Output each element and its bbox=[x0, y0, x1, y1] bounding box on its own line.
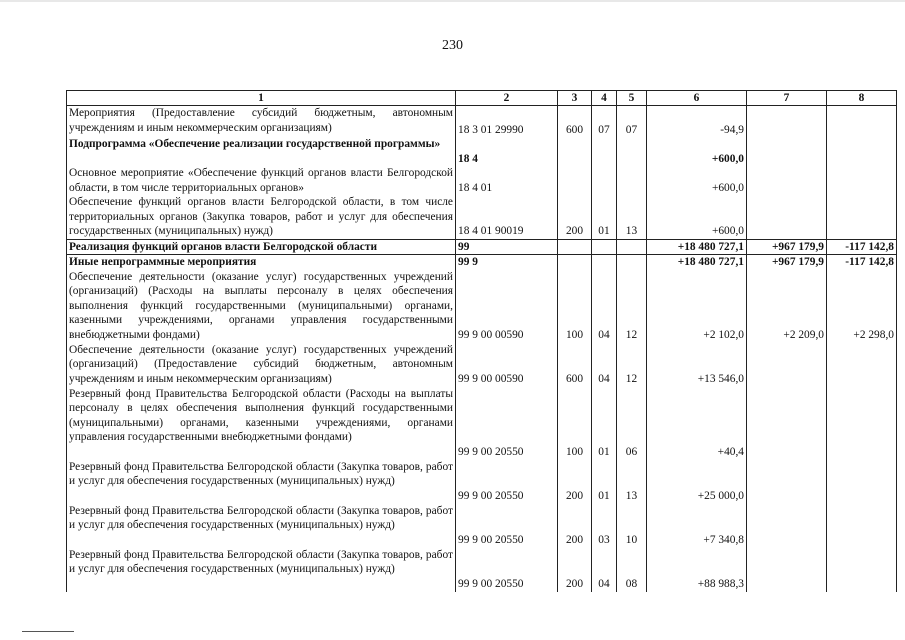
row-col-8 bbox=[827, 166, 897, 195]
row-col-5: 13 bbox=[617, 460, 647, 504]
header-col-2: 2 bbox=[456, 91, 558, 106]
row-col-6: +13 546,0 bbox=[647, 343, 747, 387]
row-col-4 bbox=[592, 255, 617, 270]
row-col-3: 200 bbox=[558, 460, 592, 504]
row-col-5: 12 bbox=[617, 343, 647, 387]
table-row bbox=[67, 270, 897, 343]
header-col-8: 8 bbox=[827, 91, 897, 106]
row-col-4: 07 bbox=[592, 106, 617, 138]
row-col-5: 08 bbox=[617, 548, 647, 592]
table-row bbox=[67, 255, 897, 270]
table-row bbox=[67, 106, 897, 138]
row-col-7 bbox=[747, 166, 827, 195]
row-col-8 bbox=[827, 387, 897, 460]
row-col-4: 04 bbox=[592, 548, 617, 592]
row-col-7 bbox=[747, 460, 827, 504]
row-col-6: +25 000,0 bbox=[647, 460, 747, 504]
row-col-3 bbox=[558, 255, 592, 270]
header-row bbox=[67, 91, 897, 106]
row-col-3: 100 bbox=[558, 387, 592, 460]
row-col-4: 01 bbox=[592, 387, 617, 460]
row-col-5 bbox=[617, 137, 647, 166]
table-row bbox=[67, 166, 897, 195]
row-col-3: 100 bbox=[558, 270, 592, 343]
row-description: Мероприятия (Предоставление субсидий бюджетным, автономным учреждениям и иным некоммерческим организациям) bbox=[69, 107, 453, 134]
header-col-7: 7 bbox=[747, 91, 827, 106]
row-col-8: +2 298,0 bbox=[827, 270, 897, 343]
row-col-4 bbox=[592, 166, 617, 195]
row-col-7: +967 179,9 bbox=[747, 255, 827, 270]
row-col-5 bbox=[617, 166, 647, 195]
row-code: 18 4 01 bbox=[456, 166, 558, 195]
row-col-6: -94,9 bbox=[647, 106, 747, 138]
row-description: Подпрограмма «Обеспечение реализации государственной программы» bbox=[69, 138, 441, 150]
table-row bbox=[67, 504, 897, 548]
row-description: Обеспечение деятельности (оказание услуг) государственных учреждений (организаций) (Расходы на выплаты персоналу в целях обеспечения выполнения функций государственными (муниципальными) органами, казенными учреждениями, органами управления государственными внебюджетными фондами) bbox=[69, 270, 453, 341]
row-col-7 bbox=[747, 106, 827, 138]
row-description: Обеспечение деятельности (оказание услуг) государственных учреждений (организаций) (Предоставление субсидий бюджетным, автономным учреждениям и иным некоммерческим организациям) bbox=[69, 343, 453, 385]
footer-mark bbox=[22, 631, 74, 632]
table-row bbox=[67, 195, 897, 239]
row-code: 18 4 bbox=[456, 137, 558, 166]
row-col-3: 600 bbox=[558, 106, 592, 138]
row-code: 99 9 00 20550 bbox=[456, 504, 558, 548]
row-col-8 bbox=[827, 106, 897, 138]
row-col-6: +40,4 bbox=[647, 387, 747, 460]
row-col-5 bbox=[617, 255, 647, 270]
header-col-3: 3 bbox=[558, 91, 592, 106]
row-col-5: 13 bbox=[617, 195, 647, 239]
row-description: Резервный фонд Правительства Белгородской области (Закупка товаров, работ и услуг для обеспечения государственных (муниципальных) нужд) bbox=[69, 548, 453, 575]
row-col-5: 06 bbox=[617, 387, 647, 460]
row-col-6: +600,0 bbox=[647, 137, 747, 166]
row-col-5: 12 bbox=[617, 270, 647, 343]
table-row bbox=[67, 239, 897, 255]
row-col-6: +600,0 bbox=[647, 166, 747, 195]
row-code: 99 9 00 20550 bbox=[456, 387, 558, 460]
row-code: 18 4 01 90019 bbox=[456, 195, 558, 239]
row-col-7 bbox=[747, 195, 827, 239]
row-code: 18 3 01 29990 bbox=[456, 106, 558, 138]
row-col-8 bbox=[827, 343, 897, 387]
row-col-6: +600,0 bbox=[647, 195, 747, 239]
row-col-3: 200 bbox=[558, 548, 592, 592]
table-row bbox=[67, 548, 897, 592]
row-description: Резервный фонд Правительства Белгородской области (Закупка товаров, работ и услуг для обеспечения государственных (муниципальных) нужд) bbox=[69, 460, 453, 487]
row-col-4 bbox=[592, 137, 617, 166]
row-col-3: 200 bbox=[558, 504, 592, 548]
row-col-6: +18 480 727,1 bbox=[647, 239, 747, 255]
row-col-8 bbox=[827, 460, 897, 504]
row-col-4: 04 bbox=[592, 270, 617, 343]
row-col-4: 01 bbox=[592, 460, 617, 504]
header-col-4: 4 bbox=[592, 91, 617, 106]
row-col-7: +2 209,0 bbox=[747, 270, 827, 343]
row-code: 99 9 bbox=[456, 255, 558, 270]
table-row bbox=[67, 343, 897, 387]
row-col-3: 600 bbox=[558, 343, 592, 387]
table-row bbox=[67, 387, 897, 460]
row-col-7 bbox=[747, 343, 827, 387]
header-col-1: 1 bbox=[67, 91, 456, 106]
row-col-3 bbox=[558, 137, 592, 166]
row-col-4 bbox=[592, 239, 617, 255]
row-col-5: 07 bbox=[617, 106, 647, 138]
row-col-6: +88 988,3 bbox=[647, 548, 747, 592]
row-col-8 bbox=[827, 548, 897, 592]
row-col-7: +967 179,9 bbox=[747, 239, 827, 255]
row-col-5 bbox=[617, 239, 647, 255]
row-code: 99 bbox=[456, 239, 558, 255]
row-description: Основное мероприятие «Обеспечение функций органов власти Белгородской области, в том числе территориальных органов» bbox=[69, 167, 453, 194]
row-code: 99 9 00 20550 bbox=[456, 460, 558, 504]
row-col-3 bbox=[558, 166, 592, 195]
row-code: 99 9 00 00590 bbox=[456, 343, 558, 387]
row-description: Резервный фонд Правительства Белгородской области (Расходы на выплаты персоналу в целях обеспечения выполнения функций государственными (муниципальными) органами, казенными учреждениями, органами управления государственными внебюджетными фондами) bbox=[69, 387, 453, 443]
row-col-7 bbox=[747, 137, 827, 166]
budget-table bbox=[66, 90, 897, 592]
row-description: Резервный фонд Правительства Белгородской области (Закупка товаров, работ и услуг для обеспечения государственных (муниципальных) нужд) bbox=[69, 504, 453, 531]
row-col-3 bbox=[558, 239, 592, 255]
top-edge-rule bbox=[0, 0, 905, 2]
row-code: 99 9 00 00590 bbox=[456, 270, 558, 343]
row-col-6: +18 480 727,1 bbox=[647, 255, 747, 270]
page-number: 230 bbox=[442, 38, 463, 53]
row-col-4: 01 bbox=[592, 195, 617, 239]
row-col-7 bbox=[747, 548, 827, 592]
table-row bbox=[67, 137, 897, 166]
row-col-8 bbox=[827, 195, 897, 239]
header-col-6: 6 bbox=[647, 91, 747, 106]
row-col-8 bbox=[827, 137, 897, 166]
row-col-6: +2 102,0 bbox=[647, 270, 747, 343]
table-row bbox=[67, 460, 897, 504]
header-col-5: 5 bbox=[617, 91, 647, 106]
row-description: Иные непрограммные мероприятия bbox=[69, 256, 257, 268]
row-code: 99 9 00 20550 bbox=[456, 548, 558, 592]
row-col-8: -117 142,8 bbox=[827, 255, 897, 270]
row-col-6: +7 340,8 bbox=[647, 504, 747, 548]
row-col-7 bbox=[747, 387, 827, 460]
row-col-4: 04 bbox=[592, 343, 617, 387]
row-col-3: 200 bbox=[558, 195, 592, 239]
row-col-8 bbox=[827, 504, 897, 548]
row-col-4: 03 bbox=[592, 504, 617, 548]
row-col-7 bbox=[747, 504, 827, 548]
row-col-5: 10 bbox=[617, 504, 647, 548]
row-col-8: -117 142,8 bbox=[827, 239, 897, 255]
row-description: Реализация функций органов власти Белгородской области bbox=[69, 240, 378, 253]
row-description: Обеспечение функций органов власти Белгородской области, в том числе территориальных органов (Закупка товаров, работ и услуг для обеспечения государственных (муниципальных) нужд) bbox=[69, 196, 453, 237]
